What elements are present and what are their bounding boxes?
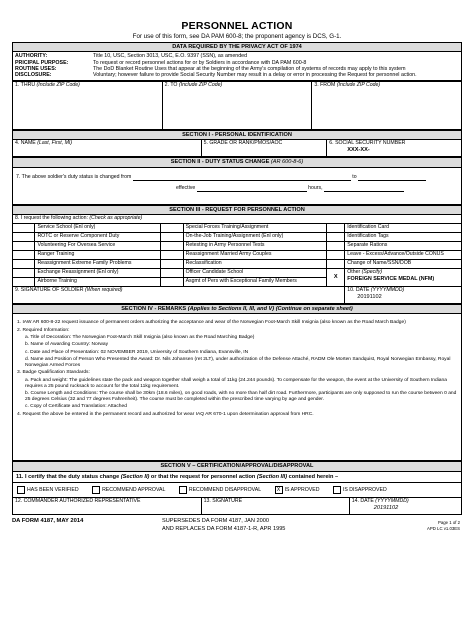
request-checkbox[interactable] bbox=[327, 250, 345, 259]
request-checkbox[interactable] bbox=[161, 259, 183, 268]
request-intro-hint: (Check as appropriate) bbox=[89, 215, 143, 221]
soldier-signature-hint: (When required) bbox=[84, 286, 123, 293]
request-intro bbox=[13, 215, 462, 224]
duty-status-prompt: 7. The above soldier's duty status is changed from bbox=[16, 173, 132, 180]
routine-uses-text: The DoD Blanket Routine Uses that appear at the beginning of the Army's compilation of systems of records may apply to this system bbox=[93, 65, 406, 72]
section-2 bbox=[12, 157, 462, 204]
section-3-heading: SECTION III - REQUEST FOR PERSONNEL ACTION bbox=[13, 205, 462, 214]
section-4 bbox=[12, 304, 462, 461]
request-option-label: Exchange Reassignment (Enl only) bbox=[35, 268, 161, 277]
request-option-label: ROTC or Reserve Component Duty bbox=[35, 232, 161, 241]
form-title: PERSONNEL ACTION bbox=[181, 20, 293, 32]
personnel-action-form bbox=[12, 20, 462, 539]
request-checkbox[interactable] bbox=[13, 250, 35, 259]
cert-suffix: contained herein – bbox=[288, 473, 339, 480]
privacy-heading: DATA REQUIRED BY THE PRIVACY ACT OF 1974 bbox=[13, 43, 462, 52]
privacy-act-block bbox=[12, 42, 462, 81]
signature-field[interactable] bbox=[201, 498, 349, 515]
request-checkbox[interactable] bbox=[13, 259, 35, 268]
section-2-title: SECTION II - DUTY STATUS CHANGE bbox=[170, 159, 270, 166]
approval-date-hint: (YYYYMMDD) bbox=[375, 498, 409, 505]
request-checkbox[interactable] bbox=[13, 241, 35, 250]
request-option-label: Airborne Training bbox=[35, 277, 161, 286]
option-recommend-approval[interactable] bbox=[92, 487, 165, 493]
other-label: Other bbox=[347, 268, 361, 275]
section-2-heading bbox=[13, 158, 462, 167]
remark-line: a. Pack and weight: The guidelines state the pack and weapon together shall weigh a total of 11kg (24.244 pounds). To compensate for the weapon, the event at the University of Southern Indiana requires a 25 pound rucksack to account for the total 11kg requirement. bbox=[25, 377, 447, 389]
request-option-label: Officer Candidate School bbox=[183, 268, 327, 277]
section-1-heading: SECTION I - PERSONAL IDENTIFICATION bbox=[13, 130, 462, 139]
request-option-label: Ranger Training bbox=[35, 250, 161, 259]
to-label: 2. TO bbox=[164, 81, 178, 88]
remark-line: c. Copy of Certificate and Translation: Attached bbox=[25, 404, 127, 410]
request-option-label: Reassignment Married Army Couples bbox=[183, 250, 327, 259]
thru-label: 1. THRU bbox=[15, 81, 36, 88]
supersedes-line-2: AND REPLACES DA FORM 4187-1-R, APR 1995 bbox=[162, 525, 286, 532]
remark-line: b. Course Length and Conditions: The course shall be 30km (18.6 miles), on good roads, with no more than half dirt road. Furthermore, participants are only supposed to run the course between 0 and 25 degrees Celsius (32 and 77 degrees Fahrenheit). The course must be completed within the prescribed time varying by age and gender. bbox=[25, 390, 457, 402]
cert-mid: or that the request for personnel action bbox=[150, 473, 256, 480]
request-date-hint: (YYYYMMDD) bbox=[370, 286, 405, 293]
supersedes-note bbox=[162, 518, 285, 533]
checkbox bbox=[179, 486, 187, 494]
request-checkbox[interactable] bbox=[13, 232, 35, 241]
supersedes-line-1: SUPERSEDES DA FORM 4187, JAN 2000 bbox=[162, 518, 269, 525]
request-option-label: Change of Name/SSN/DOB bbox=[345, 259, 462, 268]
request-option-label: Leave - Excess/Advance/Outside CONUS bbox=[345, 250, 462, 259]
request-checkbox[interactable] bbox=[161, 241, 183, 250]
other-field[interactable] bbox=[345, 268, 462, 286]
routine-uses-label: ROUTINE USES: bbox=[15, 65, 57, 72]
thru-field[interactable] bbox=[13, 81, 163, 129]
name-label: 4. NAME bbox=[15, 140, 36, 147]
disclosure-text: Voluntary; however failure to provide Social Security Number may result in a delay or error in processing the Request for personnel action. bbox=[93, 71, 417, 78]
request-checkbox[interactable] bbox=[13, 223, 35, 232]
option-recommend-disapproval[interactable] bbox=[179, 487, 261, 493]
effective-date-field[interactable] bbox=[197, 185, 307, 192]
option-label: HAS BEEN VERIFIED bbox=[27, 487, 79, 494]
hours-field[interactable] bbox=[324, 185, 404, 192]
cert-section-3: (Section III) bbox=[256, 473, 288, 480]
section-4-heading bbox=[13, 304, 462, 313]
section-5-heading: SECTION V – CERTIFICATION/APPROVAL/DISAPPROVAL bbox=[13, 462, 462, 471]
authority-label: AUTHORITY: bbox=[15, 53, 48, 60]
request-intro-text: 8. I request the following action: bbox=[15, 215, 88, 221]
form-subtitle: For use of this form, see DA PAM 600-8; the proponent agency is DCS, G-1. bbox=[132, 33, 342, 40]
section-5 bbox=[12, 461, 462, 515]
apd-version: APD LC v1.03ES bbox=[427, 525, 460, 531]
commander-label: 12. COMMANDER AUTHORIZED REPRESENTATIVE bbox=[15, 498, 141, 505]
request-checkbox[interactable] bbox=[161, 232, 183, 241]
form-id: DA FORM 4187, MAY 2014 bbox=[12, 518, 84, 525]
checkbox: X bbox=[275, 486, 283, 494]
request-checkbox[interactable] bbox=[327, 259, 345, 268]
certification-options bbox=[13, 483, 462, 498]
request-checkbox[interactable] bbox=[161, 268, 183, 277]
section-4-title: SECTION IV - REMARKS bbox=[121, 305, 187, 312]
remark-line: c. Date and Place of Presentation: 02 NOVEMBER 2019, University of Southern Indiana, Evansville, IN bbox=[25, 349, 249, 355]
option-disapproved[interactable] bbox=[333, 487, 387, 493]
effective-label: effective bbox=[176, 184, 196, 191]
request-date-field[interactable] bbox=[345, 286, 462, 303]
section-4-hint: (Applies to Sections II, III, and V) (Continue on separate sheet) bbox=[187, 305, 353, 312]
thru-hint: (Include ZIP Code) bbox=[36, 81, 80, 88]
to-hint: (Include ZIP Code) bbox=[178, 81, 223, 88]
request-option-label: Special Forces Training/Assignment bbox=[183, 223, 327, 232]
page-info bbox=[427, 520, 460, 531]
request-option-label: On-the-Job Training/Assignment (Enl only) bbox=[183, 232, 327, 241]
approval-date-field[interactable] bbox=[349, 498, 461, 515]
from-label: 3. FROM bbox=[314, 81, 336, 88]
request-checkbox[interactable] bbox=[327, 232, 345, 241]
remark-line: d. Name and Position of Person Who Presented the Award: Dr. Nils Johansen (ret 2LT), under authorization of the Defense Attaché, RADM Ole Morten Sandquist, Royal Norwegian Embassy, Royal Norwegian Armed Forces bbox=[25, 357, 451, 368]
other-checkbox[interactable]: X bbox=[327, 268, 345, 286]
request-checkbox[interactable] bbox=[13, 277, 35, 286]
request-option-label: Identification Card bbox=[345, 223, 462, 232]
remark-line: 2. Required Information: bbox=[17, 327, 70, 333]
from-hint: (Include ZIP Code) bbox=[336, 81, 381, 88]
certification-statement bbox=[13, 471, 462, 482]
soldier-signature-label: 9. SIGNATURE OF SOLDIER bbox=[15, 286, 84, 293]
routing-block bbox=[12, 81, 462, 130]
from-field[interactable] bbox=[312, 81, 462, 129]
ssn-field[interactable] bbox=[327, 140, 462, 157]
approval-date-value: 20191102 bbox=[373, 505, 399, 512]
purpose-text: To request or record personnel actions for or by Soldiers in accordance with DA PAM 600-8 bbox=[93, 59, 307, 66]
disclosure-label: DISCLOSURE: bbox=[15, 71, 52, 78]
request-checkbox[interactable] bbox=[161, 277, 183, 286]
request-option-label: Reassignment Extreme Family Problems bbox=[35, 259, 161, 268]
signature-label: 13. SIGNATURE bbox=[203, 498, 243, 505]
remarks-field[interactable] bbox=[13, 314, 462, 461]
section-3 bbox=[12, 205, 462, 304]
request-option-label: Service School (Enl only) bbox=[35, 223, 161, 232]
authority-text: Title 10, USC, Section 3013, USC, E.O. 9397 (SSN), as amended bbox=[93, 53, 248, 60]
other-hint: (Specify) bbox=[361, 268, 383, 275]
approval-date-label: 14. DATE bbox=[351, 498, 374, 505]
request-date-label: 10. DATE bbox=[347, 286, 370, 293]
cert-section-2: (Section II) bbox=[120, 473, 150, 480]
checkbox bbox=[92, 486, 100, 494]
section-2-ref: (AR 600-8-6) bbox=[270, 159, 304, 166]
checkbox bbox=[333, 486, 341, 494]
option-label: IS DISAPPROVED bbox=[342, 487, 387, 494]
request-option-label: Asgmt of Pers with Exceptional Family Members bbox=[183, 277, 327, 286]
request-date-value: 20191102 bbox=[357, 293, 382, 300]
grade-label: 5. GRADE OR RANK/PMOS/AOC bbox=[203, 140, 283, 147]
option-verified[interactable] bbox=[17, 487, 79, 493]
duty-status-to-label: to bbox=[352, 173, 357, 180]
request-checkbox[interactable] bbox=[161, 250, 183, 259]
form-footer bbox=[12, 517, 462, 539]
request-checkbox[interactable] bbox=[13, 268, 35, 277]
remark-line: a. Title of Decoration: The Norwegian Foot-March Skill Insignia (also known as the Road Marching Badge) bbox=[25, 334, 255, 340]
option-label: RECOMMEND APPROVAL bbox=[102, 487, 166, 494]
hours-label: hours, bbox=[308, 184, 323, 191]
remark-line: 4. Request the above be entered in the permanent record and authorized for wear IAQ AR 670-1 upon determination approval from HRC. bbox=[17, 411, 314, 417]
request-option-label: Separate Rations bbox=[345, 241, 462, 250]
commander-field[interactable] bbox=[13, 498, 202, 515]
purpose-label: PRICIPAL PURPOSE: bbox=[15, 59, 69, 66]
request-option-label: Retesting in Army Personnel Tests bbox=[183, 241, 327, 250]
option-label: RECOMMEND DISAPPROVAL bbox=[188, 487, 262, 494]
request-option-label: Reclassification bbox=[183, 259, 327, 268]
section-1 bbox=[12, 130, 462, 157]
duty-status-to-field[interactable] bbox=[358, 174, 426, 181]
request-checkbox[interactable] bbox=[327, 241, 345, 250]
ssn-value: XXX-XX- bbox=[347, 147, 370, 154]
cert-prefix: 11. I certify that the duty status change bbox=[16, 473, 120, 480]
soldier-signature-field[interactable] bbox=[13, 286, 345, 303]
request-option-label: Volunteering For Oversea Service bbox=[35, 241, 161, 250]
duty-status-from-field[interactable] bbox=[133, 174, 351, 181]
option-label: IS APPROVED bbox=[284, 487, 320, 494]
name-field[interactable] bbox=[13, 140, 202, 157]
remark-line: 3. Badge Qualification Standards: bbox=[17, 370, 90, 376]
remark-line: 1. IAW AR 600-8-22 request issuance of permanent orders authorizing the acceptance and wear of the Norwegian Foot-March Skill Insignia (also known as the Road March Badge) bbox=[17, 320, 406, 326]
page-number: Page 1 of 2 bbox=[438, 520, 460, 526]
to-field[interactable] bbox=[162, 81, 312, 129]
ssn-label: 6. SOCIAL SECURITY NUMBER bbox=[329, 140, 406, 147]
remarks-list bbox=[17, 320, 457, 417]
option-approved[interactable] bbox=[275, 487, 320, 493]
grade-field[interactable] bbox=[201, 140, 327, 157]
other-value: FOREIGN SERVICE MEDAL (NFM) bbox=[347, 275, 435, 282]
name-hint: (Last, First, MI) bbox=[37, 140, 73, 147]
request-option-label: Identification Tags bbox=[345, 232, 462, 241]
request-checkbox[interactable] bbox=[161, 223, 183, 232]
checkbox bbox=[17, 486, 25, 494]
request-checkbox[interactable] bbox=[327, 223, 345, 232]
remark-line: b. Name of Awarding Country: Norway bbox=[25, 342, 109, 348]
